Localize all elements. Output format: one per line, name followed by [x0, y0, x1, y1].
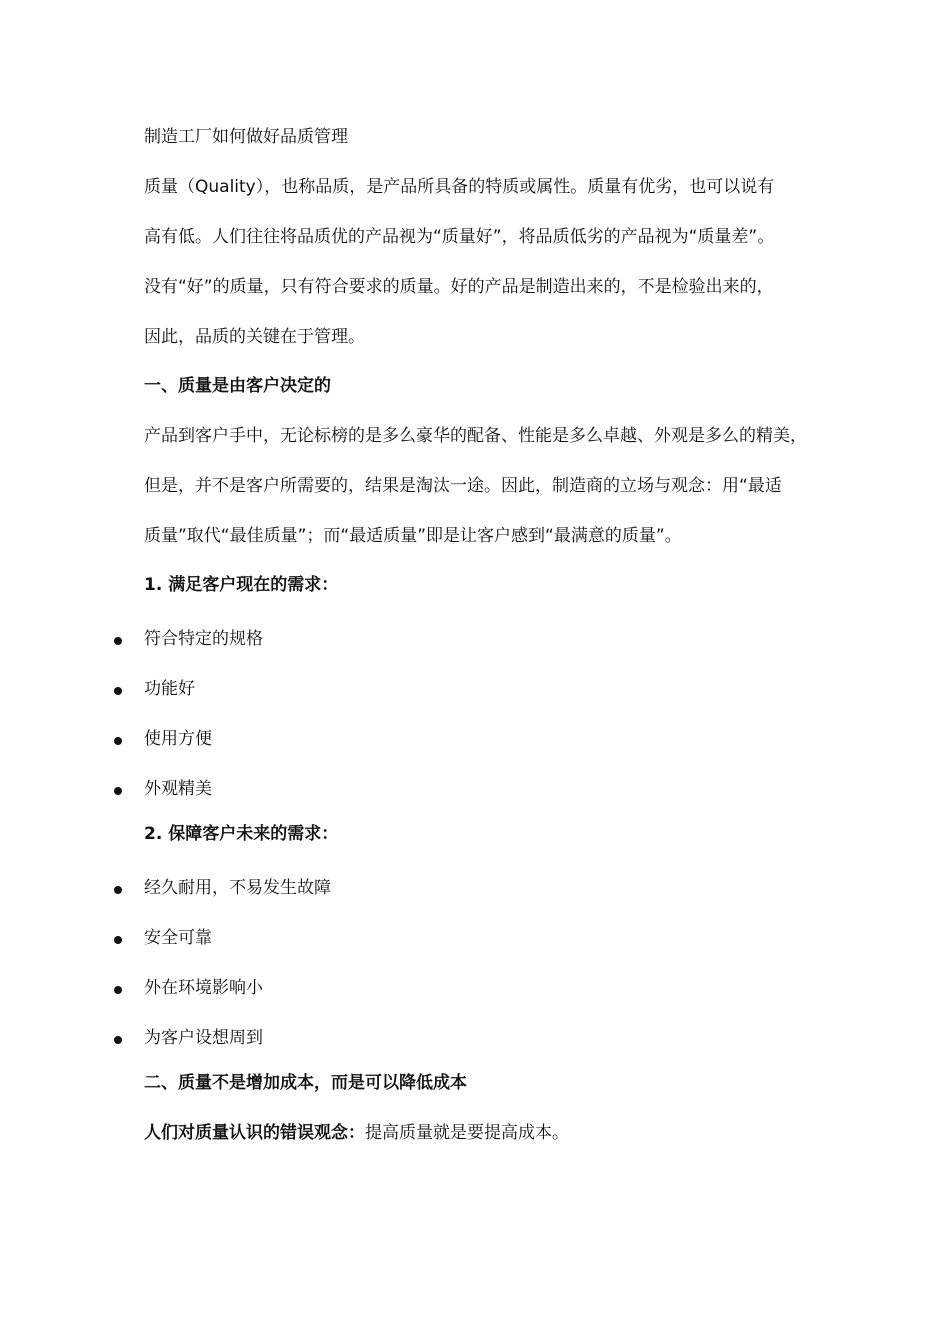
- bullet-icon: [114, 986, 122, 994]
- intro-line-4: 因此，品质的关键在于管理。: [144, 327, 365, 347]
- document-title: 制造工厂如何做好品质管理: [144, 127, 348, 147]
- intro-line-2: 高有低。人们往往将品质优的产品视为“质量好”，将品质低劣的产品视为“质量差”。: [144, 227, 775, 247]
- list-item: 符合特定的规格: [144, 629, 263, 649]
- list-item: 外在环境影响小: [144, 978, 263, 998]
- subsection1-heading: 1. 满足客户现在的需求：: [144, 575, 339, 595]
- list-item: 外观精美: [144, 779, 212, 799]
- intro-line-1: 质量（Quality），也称品质，是产品所具备的特质或属性。质量有优劣，也可以说有: [144, 177, 775, 197]
- misconception-text: 提高质量就是要提高成本。: [365, 1123, 569, 1143]
- bullet-icon: [114, 637, 122, 645]
- bullet-icon: [114, 737, 122, 745]
- subsection2-heading: 2. 保障客户未来的需求：: [144, 824, 339, 844]
- list-item: 使用方便: [144, 729, 212, 749]
- list-item: 为客户设想周到: [144, 1028, 263, 1048]
- section1-paragraph-line-3: 质量”取代“最佳质量”；而“最适质量”即是让客户感到“最满意的质量”。: [144, 526, 682, 546]
- bullet-icon: [114, 787, 122, 795]
- bullet-icon: [114, 936, 122, 944]
- list-item: 安全可靠: [144, 928, 212, 948]
- section1-paragraph-line-1: 产品到客户手中，无论标榜的是多么豪华的配备、性能是多么卓越、外观是多么的精美，: [144, 426, 807, 446]
- list-item: 经久耐用，不易发生故障: [144, 878, 331, 898]
- section1-heading: 一、质量是由客户决定的: [144, 376, 331, 396]
- misconception-line: [144, 1121, 569, 1145]
- bullet-icon: [114, 886, 122, 894]
- list-item: 功能好: [144, 679, 195, 699]
- intro-line-3: 没有“好”的质量，只有符合要求的质量。好的产品是制造出来的，不是检验出来的，: [144, 277, 774, 297]
- bullet-icon: [114, 1036, 122, 1044]
- section1-paragraph-line-2: 但是，并不是客户所需要的，结果是淘汰一途。因此，制造商的立场与观念：用“最适: [144, 476, 782, 496]
- section2-heading: 二、质量不是增加成本，而是可以降低成本: [144, 1073, 467, 1093]
- bullet-icon: [114, 687, 122, 695]
- misconception-label: 人们对质量认识的错误观念：: [144, 1123, 365, 1143]
